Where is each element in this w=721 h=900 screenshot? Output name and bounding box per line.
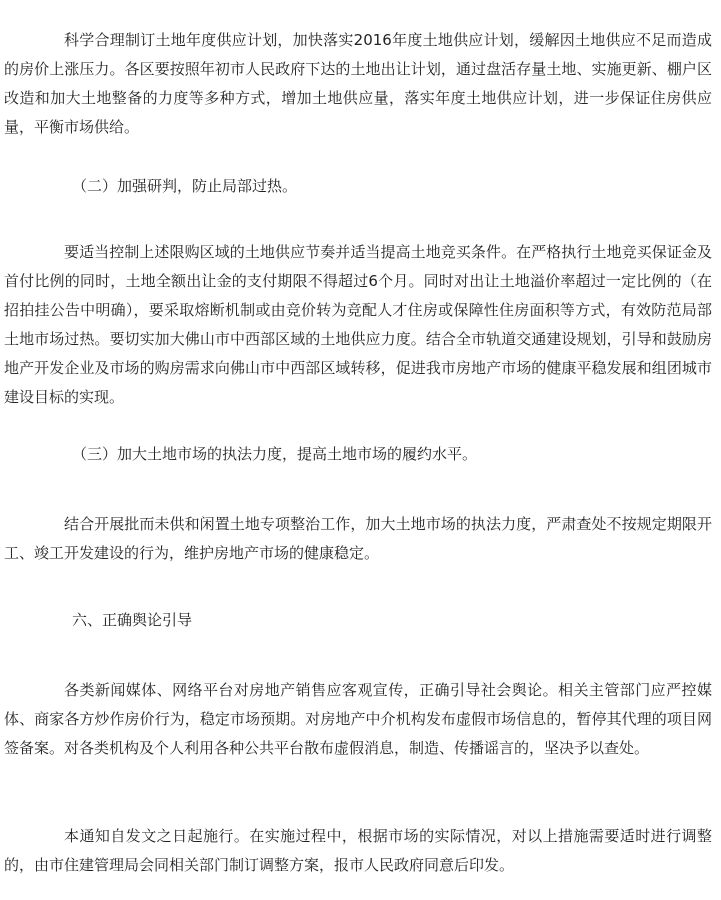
section-heading-2: （二）加强研判，防止局部过热。 bbox=[72, 177, 298, 195]
paragraph-control-land-supply: 要适当控制上述限购区域的土地供应节奏并适当提高土地竞买条件。在严格执行土地竞买保证金及首付比例的同时，土地全额出让金的支付期限不得超过6个月。同时对出让土地溢价率超过一定比例的（在招拍挂公告中明确），要采取熔断机制或由竞价转为竞配人才住房或保障性住房面积等方式，有效防范局部土地市场过热。要切实加大佛山市中西部区域的土地供应力度。结合全市轨道交通建设规划，引导和鼓励房地产开发企业及市场的购房需求向佛山市中西部区域转移，促进我市房地产市场的健康平稳发展和组团城市建设目标的实现。 bbox=[4, 243, 712, 406]
paragraph-land-supply-plan: 科学合理制订土地年度供应计划，加快落实2016年度土地供应计划，缓解因土地供应不足而造成的房价上涨压力。各区要按照年初市人民政府下达的土地出让计划，通过盘活存量土地、实施更新、棚户区改造和加大土地整备的力度等多种方式，增加土地供应量，落实年度土地供应计划，进一步保证住房供应量，平衡市场供给。 bbox=[4, 31, 712, 136]
paragraph-law-enforcement: 结合开展批而未供和闲置土地专项整治工作，加大土地市场的执法力度，严肃查处不按规定期限开工、竣工开发建设的行为，维护房地产市场的健康稳定。 bbox=[4, 515, 712, 562]
paragraph-effective-date: 本通知自发文之日起施行。在实施过程中，根据市场的实际情况，对以上措施需要适时进行调整的，由市住建管理局会同相关部门制订调整方案，报市人民政府同意后印发。 bbox=[4, 827, 712, 874]
section-heading-3: （三）加大土地市场的执法力度，提高土地市场的履约水平。 bbox=[72, 445, 478, 463]
section-heading-6: 六、正确舆论引导 bbox=[72, 611, 193, 629]
paragraph-public-opinion: 各类新闻媒体、网络平台对房地产销售应客观宣传，正确引导社会舆论。相关主管部门应严控媒体、商家各方炒作房价行为，稳定市场预期。对房地产中介机构发布虚假市场信息的，暂停其代理的项目网签备案。对各类机构及个人利用各种公共平台散布虚假消息，制造、传播谣言的，坚决予以查处。 bbox=[4, 681, 712, 757]
